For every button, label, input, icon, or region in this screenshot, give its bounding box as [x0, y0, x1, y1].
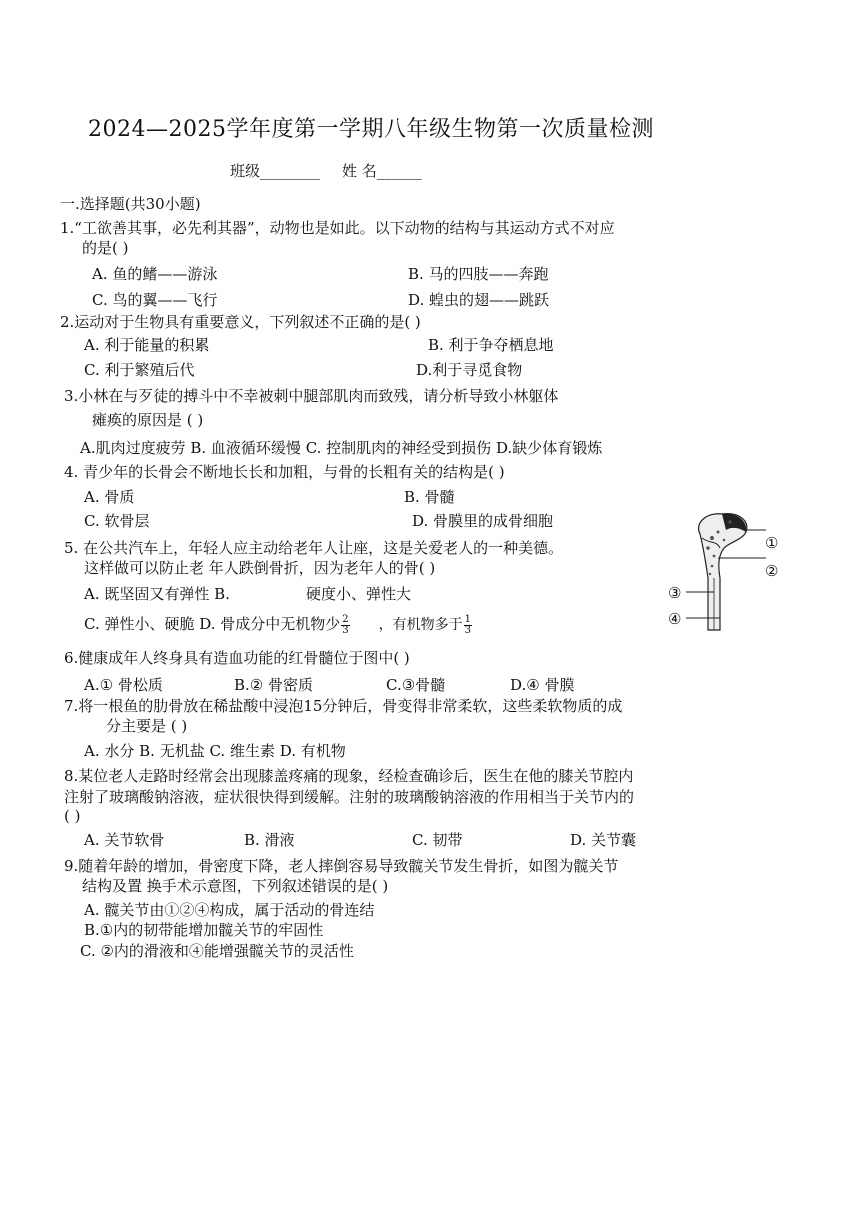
name-label: 姓 名______: [342, 162, 422, 180]
q6-option-d: D.④ 骨膜: [510, 676, 575, 694]
q3-stem-2: 瘫痪的原因是 ( ): [92, 411, 204, 429]
exam-title: 2024—2025学年度第一学期八年级生物第一次质量检测: [88, 117, 654, 142]
q1-option-a: A. 鱼的鳍——游泳: [92, 265, 218, 283]
q5-option-d-rest: ，有机物多于: [378, 617, 463, 633]
q2-option-a: A. 利于能量的积累: [84, 336, 210, 354]
figure-label-2: ②: [765, 562, 779, 580]
q9-stem-2: 结构及置 换手术示意图，下列叙述错误的是( ): [82, 877, 389, 895]
q4-stem: 4. 青少年的长骨会不断地长长和加粗，与骨的长粗有关的结构是( ): [64, 463, 505, 481]
q3-stem-1: 3.小林在与歹徒的搏斗中不幸被刺中腿部肌肉而致残，请分析导致小林躯体: [64, 387, 559, 405]
q6-option-a: A.① 骨松质: [84, 676, 163, 694]
q7-stem-1: 7.将一根鱼的肋骨放在稀盐酸中浸泡15分钟后，骨变得非常柔软，这些柔软物质的成: [64, 697, 623, 715]
q1-option-d: D. 蝗虫的翅——跳跃: [408, 291, 550, 309]
q4-option-b: B. 骨髓: [404, 488, 455, 506]
q5-option-cd-text: C. 弹性小、硬脆 D. 骨成分中无机物少: [84, 615, 341, 633]
q5-option-cd: [84, 614, 473, 636]
q6-option-b: B.② 骨密质: [234, 676, 314, 694]
q7-options: A. 水分 B. 无机盐 C. 维生素 D. 有机物: [84, 742, 346, 760]
q4-option-a: A. 骨质: [84, 488, 135, 506]
section-title: 一.选择题(共30小题): [60, 195, 201, 213]
q8-option-a: A. 关节软骨: [84, 831, 165, 849]
q1-option-b: B. 马的四肢——奔跑: [408, 265, 549, 283]
fraction-one-third: $\frac{1}{3}$: [464, 613, 472, 636]
q6-option-c: C.③骨髓: [386, 676, 446, 694]
q9-option-b: B.①内的韧带能增加髋关节的牢固性: [84, 921, 324, 939]
q2-option-d: D.利于寻觅食物: [416, 361, 523, 379]
q2-stem: 2.运动对于生物具有重要意义，下列叙述不正确的是( ): [60, 313, 421, 331]
q5-option-b: 硬度小、弹性大: [306, 585, 412, 603]
q5-stem-1: 5. 在公共汽车上，年轻人应主动给老年人让座，这是关爱老人的一种美德。: [64, 539, 564, 557]
q8-stem-3: ( ): [64, 807, 81, 825]
q1-stem-2: 的是( ): [82, 239, 129, 257]
class-label: 班级________: [230, 162, 321, 180]
figure-label-4: ④: [668, 610, 682, 628]
q8-stem-2: 注射了玻璃酸钠溶液，症状很快得到缓解。注射的玻璃酸钠溶液的作用相当于关节内的: [64, 788, 635, 806]
q9-option-c: C. ②内的滑液和④能增强髋关节的灵活性: [80, 942, 354, 960]
q8-stem-1: 8.某位老人走路时经常会出现膝盖疼痛的现象，经检查确诊后，医生在他的膝关节腔内: [64, 767, 634, 785]
q9-stem-1: 9.随着年龄的增加，骨密度下降，老人摔倒容易导致髋关节发生骨折，如图为髋关节: [64, 857, 619, 875]
figure-label-3: ③: [668, 584, 682, 602]
q2-option-c: C. 利于繁殖后代: [84, 361, 195, 379]
q8-option-d: D. 关节囊: [570, 831, 637, 849]
q3-options: A.肌肉过度疲劳 B. 血液循环缓慢 C. 控制肌肉的神经受到损伤 D.缺少体育锻炼: [80, 439, 603, 457]
fraction-two-thirds: $\frac{2}{3}$: [342, 613, 349, 636]
q4-option-c: C. 软骨层: [84, 512, 150, 530]
figure-label-1: ①: [765, 534, 779, 552]
q5-option-a: A. 既坚固又有弹性 B.: [84, 585, 230, 603]
q7-stem-2: 分主要是 ( ): [106, 717, 188, 735]
q1-option-c: C. 鸟的翼——飞行: [92, 291, 218, 309]
q8-option-b: B. 滑液: [244, 831, 295, 849]
q8-option-c: C. 韧带: [412, 831, 463, 849]
q2-option-b: B. 利于争夺栖息地: [428, 336, 554, 354]
q4-option-d: D. 骨膜里的成骨细胞: [412, 512, 554, 530]
q5-stem-2: 这样做可以防止老 年人跌倒骨折，因为老年人的骨( ): [84, 559, 436, 577]
q1-stem-1: 1.“工欲善其事，必先利其器”，动物也是如此。以下动物的结构与其运动方式不对应: [60, 219, 615, 237]
q6-stem: 6.健康成年人终身具有造血功能的红骨髓位于图中( ): [64, 649, 410, 667]
q9-option-a: A. 髋关节由①②④构成，属于活动的骨连结: [84, 901, 375, 919]
class-name-line: [230, 160, 422, 181]
